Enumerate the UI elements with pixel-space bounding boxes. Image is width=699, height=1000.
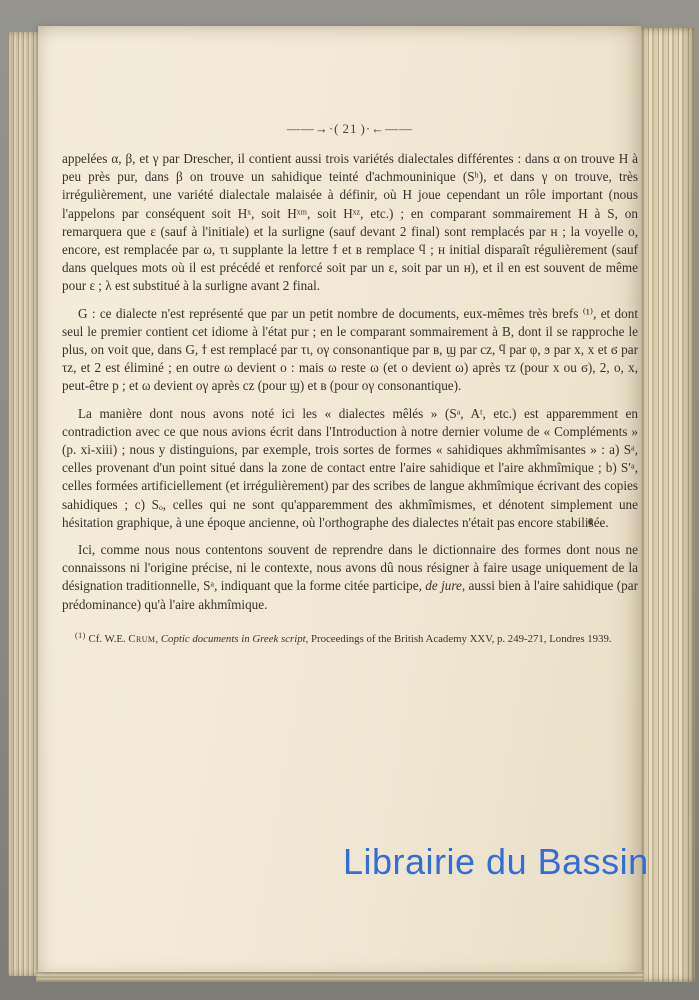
page-edges-left <box>8 32 41 976</box>
watermark: Librairie du Bassin <box>343 841 649 882</box>
header-ornament-left: ——→·( <box>286 121 340 136</box>
paragraph-4-pre: Ici, comme nous nous contentons souvent de reprendre dans le dictionnaire des formes dont nous ne connaissons ni l'origine précise, ni le contexte, nous avons dû nous résigner à faire usage uniquement de la désignation traditionnelle, Sᵃ, indiquant que la forme citée participe, <box>62 542 638 594</box>
footnote-post: Proceedings of the British Academy XXV, p. 249-271, Londres 1939. <box>308 632 612 645</box>
book-page <box>38 26 641 972</box>
paragraph-2: G : ce dialecte n'est représenté que par un petit nombre de documents, eux-mêmes très brefs ⁽¹⁾, et dont seul le premier contient cet idiome à l'état pur ; en le comparant sommairement à B, dont il se rapproche le plus, on voit que, dans G, ϯ est remplacé par τι, ογ consonantique par ʙ, ϣ par cz, ϥ par φ, ϧ par x, x et ϭ par τz, et 2 est éliminé ; en outre ω devient o : mais ω reste ω (et o devient ω) après τz (pour x ou ϭ), 2, o, x, peut-être p ; et ω devient ογ après cz (pour ϣ) et ʙ (pour ογ consonantique). <box>62 305 638 394</box>
page-number: 21 <box>342 121 358 136</box>
footnote-mid: , <box>155 632 161 645</box>
page-edges-right <box>639 28 695 982</box>
page-header <box>62 121 638 137</box>
header-ornament-right: )·←—— <box>360 121 414 136</box>
book <box>8 26 695 982</box>
paragraph-4-italic: de jure <box>425 578 462 594</box>
paragraph-4 <box>62 541 638 614</box>
footnote <box>62 629 638 647</box>
footnote-pre: Cf. W.E. <box>85 632 129 645</box>
paragraph-1: appelées α, β, et γ par Drescher, il contient aussi trois variétés dialectales différentes : dans α on trouve H à peu près pur, dans β on trouve un sahidique teinté d'achmouninique (Sʰ), et dans γ on trouve, très irrégulièrement, une variété dialectale malaisée à définir, où H joue cependant un rôle important (nous l'appelons par conséquent soit Hˣ, soit Hˣᵐ, soit Hˣᶻ, etc.) ; en comparant sommairement H à S, on remarquera que ε (sauf à l'initiale) et la surligne (sauf devant 2 final) sont remplacés par ʜ ; la voyelle o, encore, est remplacée par ω, τι supplante la lettre ϯ et ʙ remplace ϥ ; ʜ initial disparaît régulièrement (sauf dans quelques mots où il est précédé et renforcé soit par un ε, soit par un ʜ), et il en est souvent de même pour ε ; λ est substitué à la surligne avant 2 final. <box>62 151 638 294</box>
paragraph-4-post: , aussi bien à l'aire sahidique (par prédominance) qu'à l'aire akhmîmique. <box>62 578 638 612</box>
paragraph-3: La manière dont nous avons noté ici les « dialectes mêlés » (Sᵃ, Aᵗ, etc.) est apparemment en contradiction avec ce que nous avions écrit dans l'Introduction à notre dernier volume de « Compléments » (p. xi-xiii) ; nous y distinguions, par exemple, trois sortes de formes « sahidiques akhmîmisantes » : a) Sᵃ, celles provenant d'un point situé dans la zone de contact entre l'aire sahidique et l'aire akhmîmique ; b) S′ᵃ, celles formées artificiellement (et irrégulièrement) par des scribes de langue akhmîmique écrivant des copies sahidiques ; c) Sₒ, celles qui ne sont qu'apparemment des akhmîmismes, et dénotent simplement une hésitation graphique, à une époque ancienne, où l'orthographe des dialectes n'était pas encore stabilisée. <box>62 405 638 530</box>
footnote-title: Coptic documents in Greek script, <box>160 632 309 645</box>
footnote-author: Crum <box>128 632 156 645</box>
text-block <box>62 26 638 972</box>
body-text <box>62 150 638 614</box>
footnote-marker: (1) <box>75 630 86 640</box>
